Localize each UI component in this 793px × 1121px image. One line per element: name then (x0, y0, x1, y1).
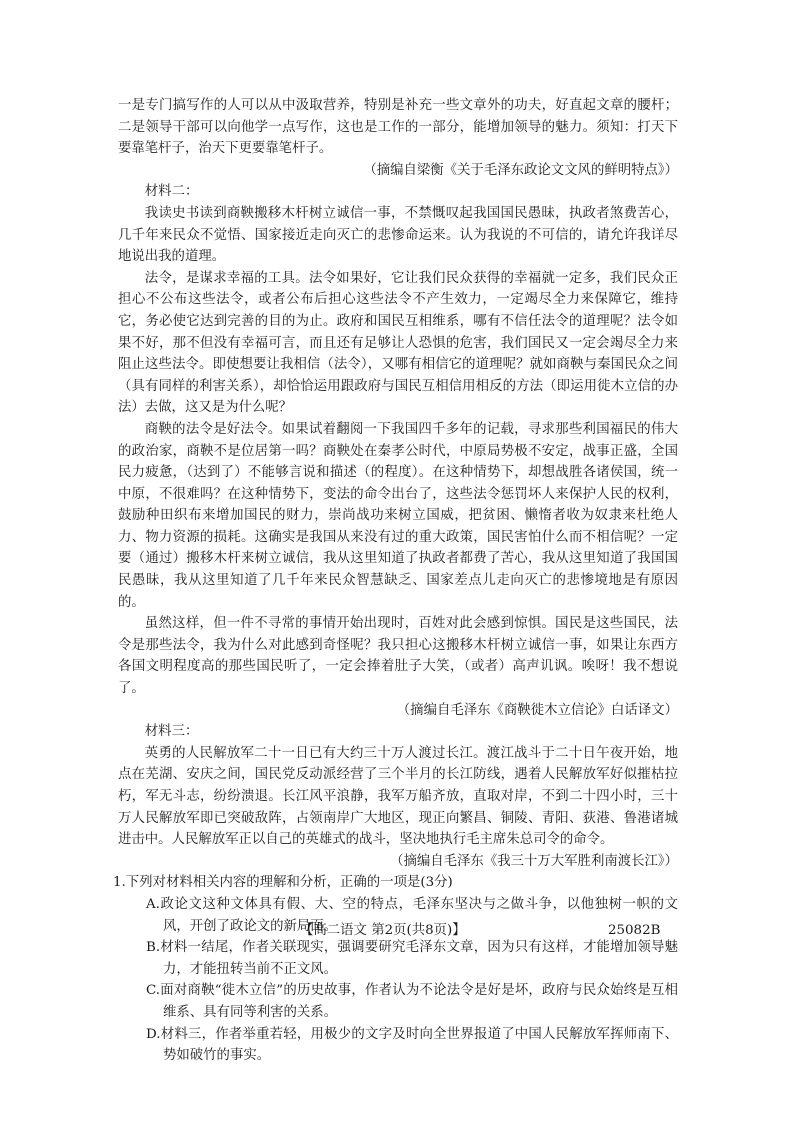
material-two-paragraph: 虽然这样，但一件不寻常的事情开始出现时，百姓对此会感到惊惧。国民是这些国民，法令是那些法令，我为什么对此感到奇怪呢？我只担心这搬移木杆树立诚信一事，如果让东西方各国文明程度高的那些国民听了，一定会捧着肚子大笑，（或者）高声讥讽。唉呀！我不想说了。 (118, 616, 678, 697)
exam-code: 25082B (608, 923, 661, 938)
page-number-label: 【高二语文 第2页(共8页)】 (300, 923, 466, 938)
option-letter: B. (146, 940, 161, 956)
material-two-heading: 材料二： (144, 184, 199, 200)
question-one-stem: 1.下列对材料相关内容的理解和分析，正确的一项是(3分) (113, 875, 453, 891)
option-text: 材料一结尾，作者关联现实，强调要研究毛泽东文章，因为只有这样，才能增加领导魅力，才能扭转当前不正文风。 (160, 940, 678, 977)
option-letter: C. (146, 983, 161, 999)
option-text: 面对商鞅“徙木立信”的历史故事，作者认为不论法令是好是坏，政府与民众始终是互相维系、具有同等利害的关系。 (160, 983, 678, 1020)
option-text: 材料三，作者举重若轻，用极少的文字及时向全世界报道了中国人民解放军挥师南下、势如破竹的事实。 (160, 1026, 678, 1064)
material-two-paragraph: 法令，是谋求幸福的工具。法令如果好，它让我们民众获得的幸福就一定多，我们民众正担心不公布这些法令，或者公布后担心这些法令不产生效力，一定竭尽全力来保障它，维持它，务必使它达到完善的目的为止。政府和国民互相维系，哪有不信任法令的道理呢？法令如果不好，那不但没有幸福可言，而且还有足够让人恐惧的危害，我们国民又一定会竭尽全力来阻止这些法令。即使想要让我相信（法令），又哪有相信它的道理呢？就如商鞅与秦国民众之间（具有同样的利害关系），却恰恰运用跟政府与国民互相信用相反的方法（即运用徙木立信的办法）去做，这又是为什么呢？ (118, 270, 678, 416)
source-citation-three: （摘编自毛泽东《我三十万大军胜利南渡长江》） (390, 853, 678, 869)
material-two-paragraph: 商鞅的法令是好法令。如果试着翻阅一下我国四千多年的记载，寻求那些利国福民的伟大的政治家，商鞅不是位居第一吗？商鞅处在秦孝公时代，中原局势极不安定，战事正盛，全国民力疲惫，（达到了）不能够言说和描述（的程度）。在这种情势下，却想战胜各诸侯国，统一中原，不很难吗？在这种情势下，变法的命令出台了，这些法令惩罚坏人来保护人民的权利，鼓励种田织布来增加国民的财力，崇尚战功来树立国威，把贫困、懒惰者收为奴隶来杜绝人力、物力资源的损耗。这确实是我国从来没有过的重大政策，国民害怕什么而不相信呢？一定要（通过）搬移木杆来树立诚信，我从这里知道了执政者都费了苦心，我从这里知道了我国国民愚昧，我从这里知道了几千年来民众智慧缺乏、国家差点儿走向灭亡的悲惨境地是有原因的。 (118, 421, 678, 610)
answer-option-d[interactable] (118, 1024, 678, 1067)
option-text: 政论文这种文体具有假、大、空的特点，毛泽东坚决与之做斗争，以他独树一帜的文风，开创了政论文的新局面。 (159, 896, 678, 934)
material-three-paragraph: 英勇的人民解放军二十一日已有大约三十万人渡过长江。渡江战斗于二十日午夜开始，地点在芜湖、安庆之间，国民党反动派经营了三个半月的长江防线，遇着人民解放军好似摧枯拉朽，军无斗志，纷纷溃退。长江风平浪静，我军万船齐放，直取对岸，不到二十四小时，三十万人民解放军即已突破敌阵，占领南岸广大地区，现正向繁昌、铜陵、青阳、荻港、鲁港诸城进击中。人民解放军正以自己的英雄式的战斗，坚决地执行毛主席朱总司令的命令。 (118, 745, 678, 848)
source-citation-one: （摘编自梁衡《关于毛泽东政论文文风的鲜明特点》） (363, 162, 678, 178)
material-two-paragraph: 我读史书读到商鞅搬移木杆树立诚信一事，不禁慨叹起我国国民愚昧，执政者煞费苦心，几千年来民众不觉悟、国家接近走向灭亡的悲惨命运来。认为我说的不可信的，请允许我详尽地说出我的道理。 (118, 205, 678, 265)
page-footer (0, 920, 793, 942)
source-citation-two: （摘编自毛泽东《商鞅徙木立信论》白话译文） (396, 702, 678, 718)
answer-option-b[interactable] (118, 937, 678, 980)
material-one-ending: 一是专门搞写作的人可以从中汲取营养，特别是补充一些文章外的功夫，好直起文章的腰杆；二是领导干部可以向他学一点写作，这也是工作的一部分，能增加领导的魅力。须知：打天下要靠笔杆子，治天下更要靠笔杆子。 (118, 98, 678, 157)
option-letter: D. (146, 1026, 161, 1042)
answer-option-c[interactable] (118, 980, 678, 1023)
material-three-heading: 材料三： (144, 724, 199, 740)
option-letter: A. (146, 896, 160, 912)
